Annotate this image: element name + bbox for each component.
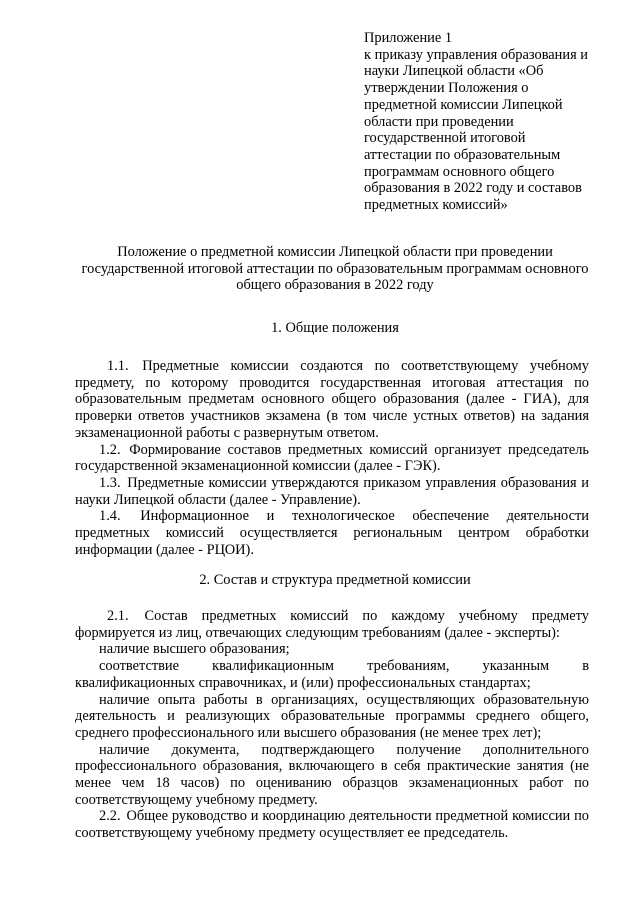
item-number: 1.3.	[99, 474, 121, 491]
requirement-qualification: соответствие квалификационным требованиям, указанным в квалификационных справочниках, и (или) профессиональных стандартах;	[75, 658, 589, 691]
item-text: Формирование составов предметных комиссий организует председатель государственной экзаменационной комиссии (далее - ГЭК).	[75, 441, 589, 475]
section-2-body	[75, 608, 589, 842]
paragraph-2-1	[75, 608, 589, 641]
item-text: Общее руководство и координацию деятельности предметной комиссии по соответствующему учебному предмету осуществляет ее председатель.	[75, 808, 589, 842]
item-number: 2.2.	[99, 808, 121, 825]
section-2-heading: 2. Состав и структура предметной комиссии	[199, 572, 471, 588]
requirement-experience: наличие опыта работы в организациях, осуществляющих образовательную деятельность и реализующих образовательные программы среднего общего, среднего профессионального или высшего образования (не менее трех лет);	[75, 691, 589, 741]
appendix-line: науки Липецкой области «Об	[364, 63, 544, 80]
paragraph-1-1	[75, 358, 589, 442]
item-text: Информационное и технологическое обеспечение деятельности предметных комиссий осуществляется региональным центром обработки информации (далее - РЦОИ).	[75, 508, 589, 558]
paragraph-1-3	[75, 475, 589, 508]
appendix-line: предметных комиссий»	[364, 197, 508, 214]
item-text: Предметные комиссии создаются по соответствующему учебному предмету, по которому проводится государственная итоговая аттестация по образовательным предметам основного общего образования (далее - ГИА), для проверки ответов участников экзамена (в том числе устных ответов) на задания экзаменационной работы с развернутым ответом.	[75, 358, 589, 441]
section-1-heading: 1. Общие положения	[271, 320, 399, 336]
item-number: 1.1.	[107, 358, 129, 374]
appendix-line: утверждении Положения о	[364, 80, 529, 97]
item-number: 1.4.	[99, 508, 121, 525]
paragraph-1-2	[75, 442, 589, 475]
appendix-line: аттестации по образовательным	[364, 146, 561, 163]
item-number: 2.1.	[107, 608, 129, 624]
paragraph-1-4	[75, 508, 589, 558]
section-1-body	[75, 358, 589, 558]
item-text: Состав предметных комиссий по каждому учебному предмету формируется из лиц, отвечающих следующим требованиям (далее - эксперты):	[75, 608, 589, 641]
appendix-line: государственной итоговой	[364, 130, 526, 147]
appendix-line: программам основного общего	[364, 163, 555, 180]
appendix-line: образования в 2022 году и составов	[364, 180, 582, 197]
item-text: Предметные комиссии утверждаются приказом управления образования и науки Липецкой области (далее - Управление).	[75, 474, 589, 508]
appendix-line: Приложение 1	[364, 30, 453, 46]
requirement-higher-education: наличие высшего образования;	[99, 641, 290, 658]
requirement-additional-education: наличие документа, подтверждающего получение дополнительного профессионального образования, включающего в себя практические занятия (не менее чем 18 часов) по оцениванию образцов экзаменационных работ по соответствующему учебному предмету.	[75, 741, 589, 808]
appendix-line: к приказу управления образования и	[364, 46, 589, 63]
paragraph-2-2	[75, 808, 589, 841]
item-number: 1.2.	[99, 441, 121, 458]
document-title: Положение о предметной комиссии Липецкой области при проведении государственной итоговой аттестации по образовательным программам основного общего образования в 2022 году	[81, 244, 589, 294]
appendix-line: области при проведении	[364, 113, 514, 130]
appendix-line: предметной комиссии Липецкой	[364, 96, 563, 113]
appendix-header	[364, 30, 614, 214]
